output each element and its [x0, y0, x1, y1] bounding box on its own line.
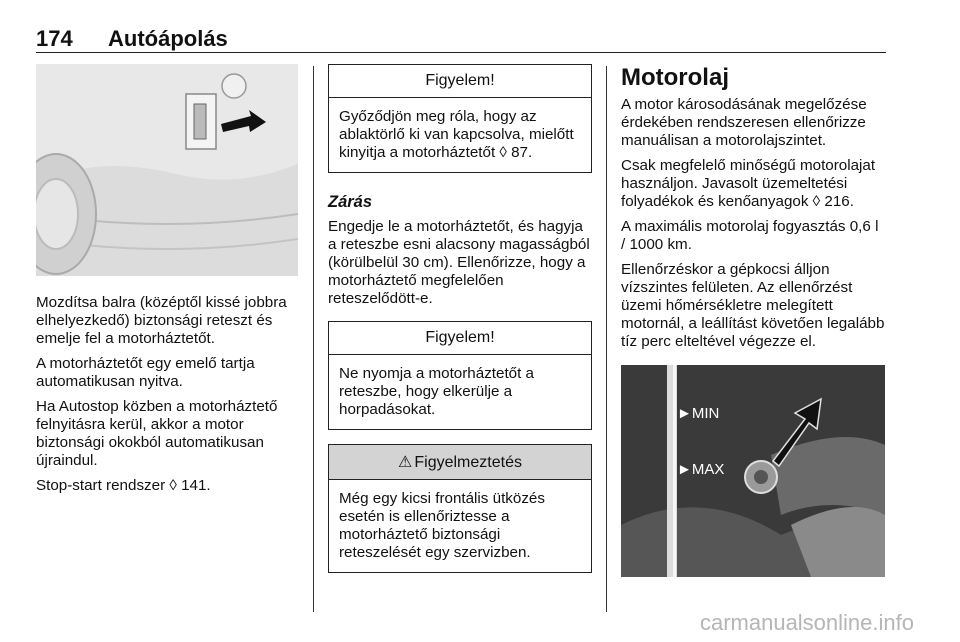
page-title: Autóápolás	[108, 26, 228, 51]
caution-title: Figyelem!	[329, 322, 591, 355]
page-header	[36, 24, 886, 53]
warning-body: Még egy kicsi frontális ütközés esetén is ellenőriztesse a motorháztető biztonsági reteszelését egy szervizben.	[339, 490, 545, 561]
warning-header	[329, 445, 591, 480]
paragraph-release-latch: Mozdítsa balra (középtől kissé jobbra elhelyezkedő) biztonsági reteszt és emelje fel a motorháztetőt.	[36, 294, 287, 347]
section-heading-closing: Zárás	[328, 193, 373, 211]
paragraph-hood-strut: A motorháztetőt egy emelő tartja automatikusan nyitva.	[36, 355, 255, 390]
paragraph-autostop: Ha Autostop közben a motorháztető felnyitásra kerül, akkor a motor biztonsági okokból automatikusan újraindul.	[36, 398, 278, 469]
dipstick-photo	[621, 365, 885, 577]
section-heading-engine-oil: Motorolaj	[621, 64, 729, 91]
paragraph-oil-check: A motor károsodásának megelőzése érdekében rendszeresen ellenőrizze manuálisan a motorolajszintet.	[621, 96, 867, 149]
paragraph-oil-consumption: A maximális motorolaj fogyasztás 0,6 l / 1000 km.	[621, 218, 879, 253]
max-mark-label: ►MAX	[677, 461, 725, 478]
column-right	[621, 64, 885, 577]
paragraph-check-conditions: Ellenőrzéskor a gépkocsi álljon vízszintes felületen. Az ellenőrzést üzemi hőmérsékletre melegített motornál, a leállítást követően legalább tíz perc elteltével végezze el.	[621, 261, 885, 350]
warning-title: Figyelmeztetés	[414, 454, 522, 471]
column-middle	[328, 64, 592, 587]
column-left	[36, 64, 298, 502]
caution-box-wiper	[328, 64, 592, 173]
warning-box-collision	[328, 444, 592, 573]
column-divider-1	[313, 66, 314, 612]
paragraph-stop-start-ref: Stop-start rendszer ◊ 141.	[36, 477, 211, 494]
caution-body: Győződjön meg róla, hogy az ablaktörlő ki van kapcsolva, mielőtt kinyitja a motorháztetőt ◊ 87.	[339, 108, 574, 161]
caution-box-dent	[328, 321, 592, 430]
warning-triangle-icon: ⚠	[398, 454, 413, 471]
paragraph-oil-quality: Csak megfelelő minőségű motorolajat használjon. Javasolt üzemeltetési folyadékok és kenőanyagok ◊ 216.	[621, 157, 876, 210]
watermark: carmanualsonline.info	[699, 610, 914, 635]
caution-body: Ne nyomja a motorháztetőt a reteszbe, hogy elkerülje a horpadásokat.	[339, 365, 535, 418]
page-number: 174	[36, 26, 73, 51]
caution-title: Figyelem!	[329, 65, 591, 98]
min-mark-label: ►MIN	[677, 405, 720, 422]
column-divider-2	[606, 66, 607, 612]
hood-latch-illustration	[36, 64, 298, 276]
paragraph-closing: Engedje le a motorháztetőt, és hagyja a reteszbe esni alacsony magasságból (körülbelül 30 cm). Ellenőrizze, hogy a motorháztető megfelelően reteszelődött-e.	[328, 218, 590, 307]
